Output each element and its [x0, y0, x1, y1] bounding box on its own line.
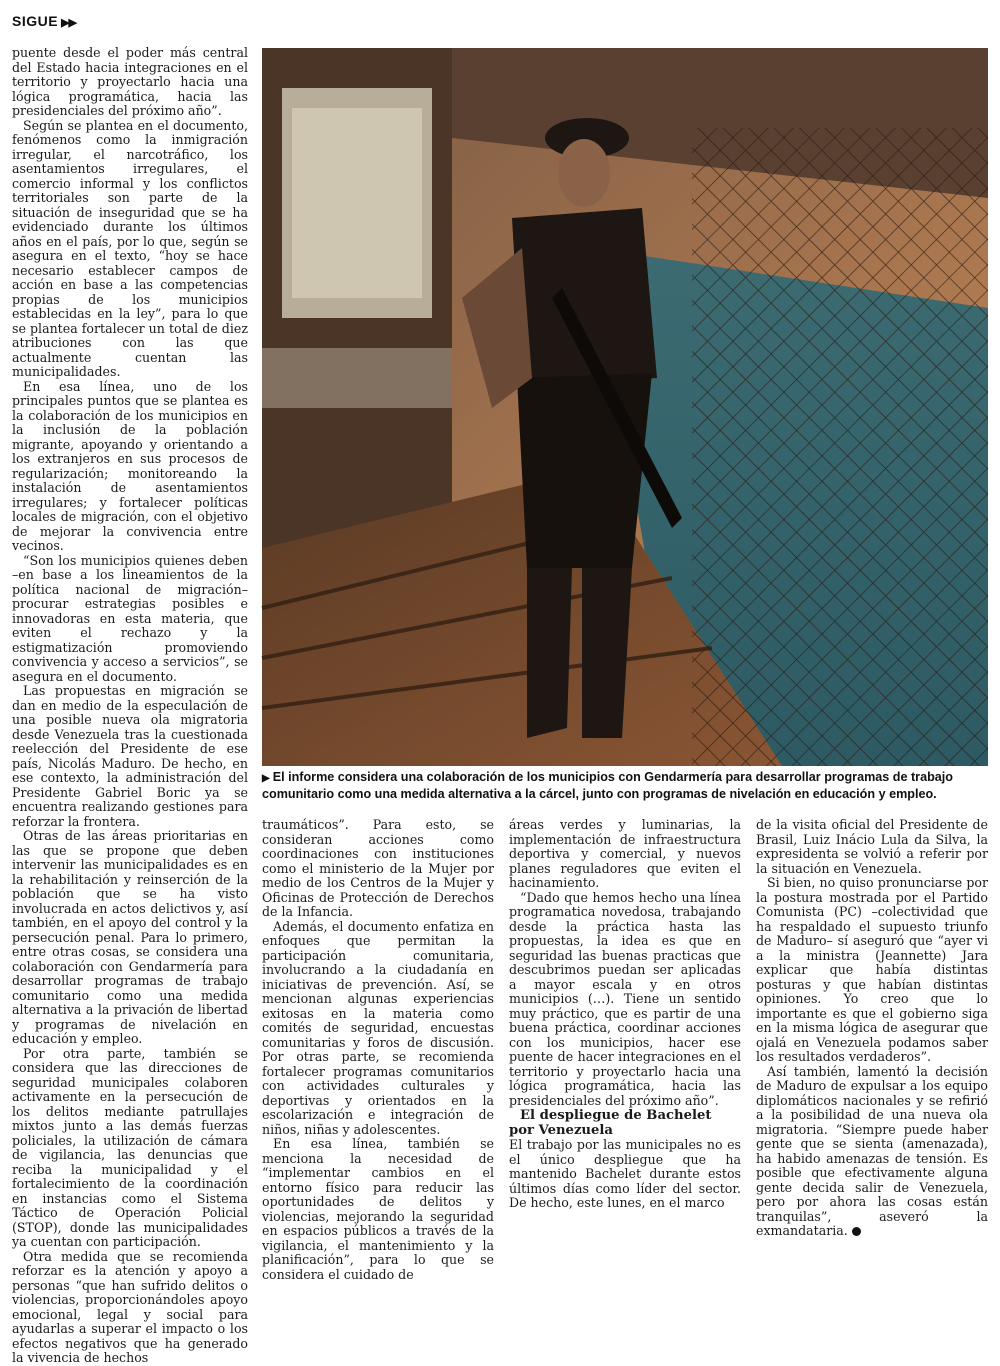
- continues-text: SIGUE: [12, 13, 59, 29]
- paragraph: Según se plantea en el documento, fenómenos como la inmigración irregular, el narcotráfico, los asentamientos irregulares, el comercio informal y los conflictos territoriales son parte de la situación de inseguridad que se ha evidenciado durante los últimos años en el país, por lo que, según se asegura en el texto, “hoy se hace necesario establecer campos de acción en base a las competencias propias de los municipios establecidas en la ley”, para lo que se plantea fortalecer un total de diez atribuciones con las que actualmente cuentan las municipalidades.: [12, 117, 248, 379]
- paragraph: Si bien, no quiso pronunciarse por la postura mostrada por el Partido Comunista (PC) –colectividad que ha respaldado el supuesto triunfo de Maduro– sí aseguró que “ayer vi a la ministra (Jeannette) Jara explicar que había distintas posturas y que habían distintas opiniones. Yo creo que lo importante es que el gobierno siga en la misma lógica de asegurar que ojalá en Venezuela podamos saber los resultados verdaderos”.: [756, 875, 988, 1064]
- continues-label: [12, 13, 76, 29]
- photo-caption: [262, 770, 988, 802]
- caption-text: El informe considera una colaboración de los municipios con Gendarmería para desarrollar programas de trabajo comunitario como una medida alternativa a la cárcel, junto con programas de nivelación en educación y empleo.: [262, 770, 953, 801]
- paragraph: Otra medida que se recomienda reforzar es la atención y apoyo a personas “que han sufrido delitos o violencias, proporcionándoles apoyo emocional, legal y social para ayudarlas a superar el impacto o los efectos negativos que ha generado la vivencia de hechos: [12, 1248, 248, 1365]
- paragraph: [756, 1065, 988, 1239]
- paragraph: de la visita oficial del Presidente de Brasil, Luiz Inácio Lula da Silva, la expresidenta se volvió a referir por la situación en Venezuela.: [756, 817, 988, 876]
- continues-arrows-icon: ▶▶: [61, 17, 76, 29]
- paragraph: traumáticos”. Para esto, se consideran acciones como coordinaciones con instituciones como el ministerio de la Mujer por medio de los Centros de la Mujer y Oficinas de Protección de Derechos de la Infancia.: [262, 817, 494, 919]
- paragraph: En esa línea, también se menciona la necesidad de “implementar cambios en el entorno físico para reducir las oportunidades de delitos y violencias, mejorando la seguridad en espacios públicos a través de la vigilancia, el mantenimiento y la planificación”, para lo que se considera el cuidado de: [262, 1136, 494, 1282]
- paragraph: puente desde el poder más central del Estado hacia integraciones en el territorio y proyectarlo hacia una lógica programática, hacia las presidenciales del próximo año”.: [12, 45, 248, 118]
- paragraph: “Son los municipios quienes deben –en base a los lineamientos de la política nacional de migración– procurar estrategias posibles e innovadoras en esta materia, que eviten el rechazo y la estigmatización promoviendo convivencia y acceso a servicios”, se asegura en el documento.: [12, 552, 248, 684]
- paragraph: En esa línea, uno de los principales puntos que se plantea es la colaboración de los municipios en la inclusión de la población migrante, apoyando y orientando a los extranjeros en sus procesos de regularización; monitoreando la instalación de asentamientos irregulares; y fortalecer políticas locales de migración, con el objetivo de mejorar la convivencia entre vecinos.: [12, 378, 248, 553]
- prison-guard-photo: [262, 48, 988, 766]
- article-column-1: [12, 45, 248, 1365]
- paragraph-text: Así también, lamentó la decisión de Maduro de expulsar a los equipo diplomáticos nacionales y se refirió a la posibilidad de una nueva ola migratoria. “Siempre puede haber gente que se sienta (amenazada), ha habido amenazas de tensión. Es posible que efectivamente alguna gente decida salir de Venezuela, pero por ahora las cosas están tranquilas”, aseveró la exmandataria.: [756, 1063, 988, 1238]
- paragraph: “Dado que hemos hecho una línea programatica novedosa, trabajando desde la práctica hasta las propuestas, la idea es que en seguridad las buenas practicas que descubrimos puedan ser aplicadas a mayor escala y en otros municipios (…). Tiene un sentido muy práctico, que es partir de una buena práctica, coordinar acciones con los municipios, hacer ese puente de hacer integraciones en el territorio y proyectarlo hacia una lógica programática, hacia las presidenciales del próximo año”.: [509, 889, 741, 1108]
- paragraph: Por otra parte, también se considera que las direcciones de seguridad municipales colaboren activamente en la persecución de los delitos mediante patrullajes mixtos junto a las demás fuerzas policiales, la utilización de cámara de vigilancia, las denuncias que reciba la municipalidad y el fortalecimiento de la coordinación en instancias como el Sistema Táctico de Operación Policial (STOP), donde las municipalidades ya cuentan con participación.: [12, 1045, 248, 1249]
- paragraph: Las propuestas en migración se dan en medio de la especulación de una posible nueva ola migratoria desde Venezuela tras la cuestionada reelección del Presidente de ese país, Nicolás Maduro. De hecho, en ese contexto, la administración del Presidente Gabriel Boric ya se encuentra realizando gestiones para reforzar la frontera.: [12, 683, 248, 829]
- end-of-article-icon: [852, 1227, 861, 1236]
- article-column-3: [509, 818, 741, 1214]
- paragraph: Además, el documento enfatiza en enfoques que permitan la participación comunitaria, involucrando a la ciudadanía en iniciativas de prevención. Así, se mencionan algunas experiencias exitosas en la materia como comités de seguridad, encuestas comunitarias y foros de discusión. Por otras parte, se recomienda fortalecer programas comunitarios con actividades culturales y deportivas y orientados en la escolarización e integración de niños, niñas y adolescentes.: [262, 918, 494, 1137]
- paragraph: El trabajo por las municipales no es el único despliegue que ha mantenido Bachelet durante estos últimos días como líder del sector. De hecho, este lunes, en el marco: [509, 1137, 741, 1210]
- paragraph: áreas verdes y luminarias, la implementación de infraestructura deportiva y comercial, y nuevos planes reguladores que eviten el hacinamiento.: [509, 817, 741, 890]
- article-column-4: [756, 817, 988, 1238]
- article-column-2: [262, 817, 494, 1282]
- caption-marker-icon: ▶: [262, 773, 270, 784]
- section-subheading: El despliegue de Bachelet por Venezuela: [509, 1108, 712, 1138]
- paragraph: Otras de las áreas prioritarias en las que se propone que deben intervenir las municipalidades es en la rehabilitación y reinserción de la población que se ha visto involucrada en actos delictivos y, así también, en el apoyo del control y la persecución penal. Para lo primero, entre otras cosas, se considera una colaboración con Gendarmería para desarrollar programas de trabajo comunitario como una medida alternativa a la privación de libertad y programas de nivelación en educación y empleo.: [12, 828, 248, 1046]
